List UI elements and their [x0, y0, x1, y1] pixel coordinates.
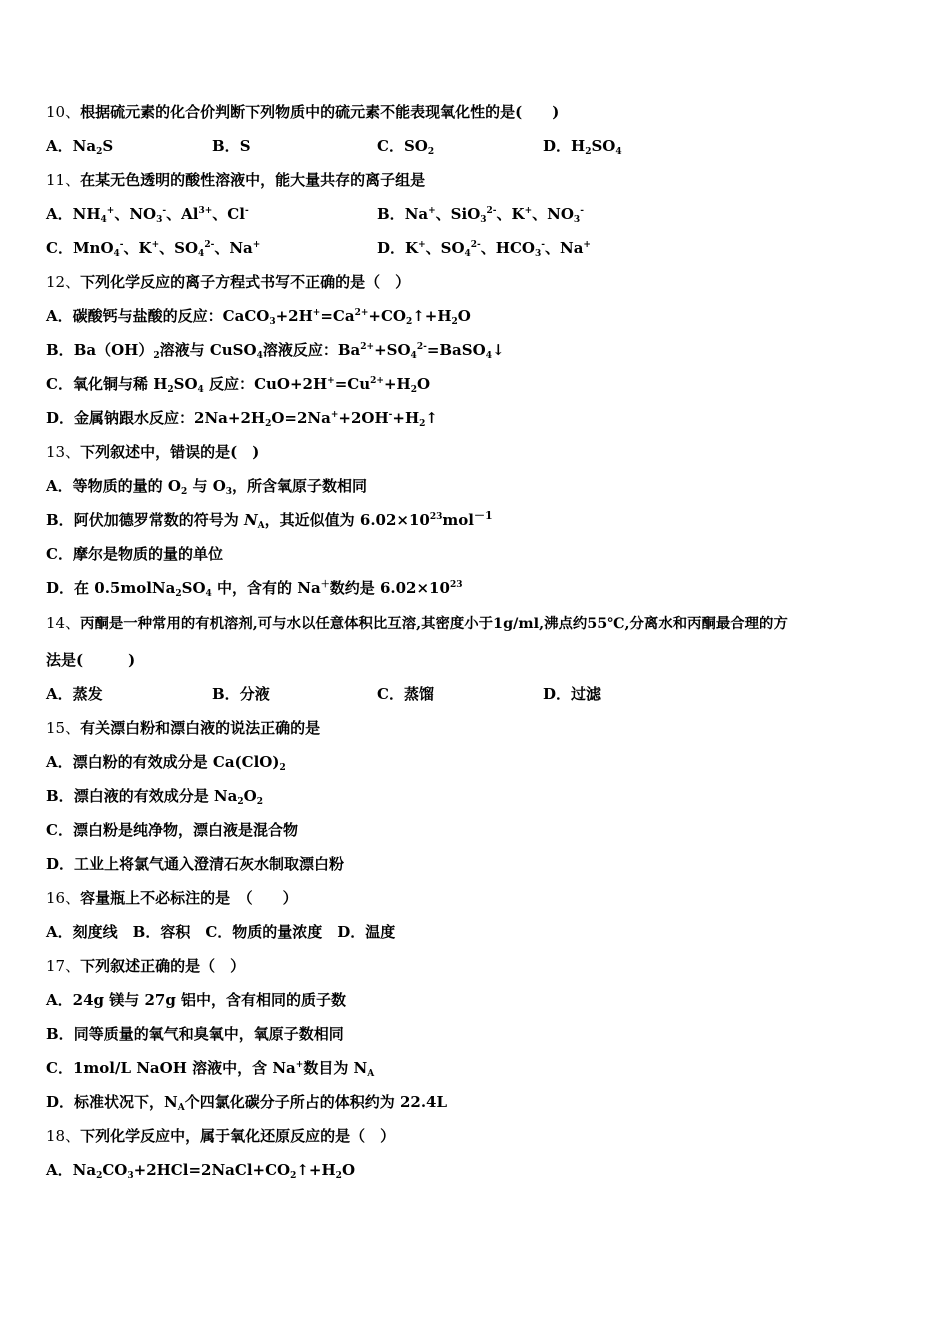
option-a: A．碳酸钙与盐酸的反应：$CaCO_3+2H^+=Ca^{2+}+CO_2↑+H_2O$ — [46, 307, 471, 327]
option-c: C．摩尔是物质的量的单位 — [46, 545, 223, 563]
question-number: 10、 — [46, 103, 81, 121]
question-15 — [46, 718, 320, 738]
option-c: C．蒸馏 — [377, 685, 434, 703]
option-d: D．K+、$SO_4^{2-}$、$HCO_3^-$、Na+ — [377, 239, 591, 259]
question-stem: 容量瓶上不必标注的是 （ ） — [80, 889, 298, 907]
option-a: A．等物质的量的 $O_2$ 与 $O_3$，所含氧原子数相同 — [46, 477, 368, 497]
option-b: B．分液 — [212, 685, 270, 703]
question-18 — [46, 1126, 395, 1146]
option-d: D．过滤 — [543, 685, 602, 703]
option-d: D．在 $0.5molNa_2SO_4$ 中，含有的 Na＋数约是 $6.02\times 10^{23}$ — [46, 579, 463, 599]
question-number: 14、 — [46, 614, 81, 632]
option-c: C．漂白粉是纯净物，漂白液是混合物 — [46, 821, 298, 839]
question-14 — [46, 613, 788, 634]
question-13 — [46, 442, 259, 462]
question-14-continued — [46, 650, 135, 670]
question-stem: 下列化学反应的离子方程式书写不正确的是（ ） — [80, 273, 411, 291]
question-10 — [46, 102, 559, 122]
option-a: A．24g 镁与 27g 铝中，含有相同的质子数 — [46, 991, 347, 1009]
option-b: B．阿伏加德罗常数的符号为 $N_A$，其近似值为 $6.02\times 10^{23}mol^{-1}$ — [46, 509, 493, 531]
option-d: D．标准状况下，$N_A$个四氯化碳分子所占的体积约为 22.4L — [46, 1093, 448, 1113]
question-stem: 下列叙述正确的是（ ） — [80, 957, 246, 975]
question-stem: 法是( ) — [46, 651, 136, 669]
option-a: A．$NH_4^+$、$NO_3^-$、$Al^{3+}$、Cl- — [46, 205, 249, 225]
question-stem: 下列化学反应中，属于氧化还原反应的是（ ） — [80, 1127, 396, 1145]
option-b: B．Na+、SiO$_3^{2-}$、K+、$NO_3^-$ — [377, 205, 584, 225]
question-stem: 下列叙述中，错误的是( ) — [80, 443, 260, 461]
question-number: 18、 — [46, 1127, 81, 1145]
option-d: D．工业上将氯气通入澄清石灰水制取漂白粉 — [46, 855, 345, 873]
option-d: D．$H_2SO_4$ — [543, 137, 622, 157]
option-b: B．漂白液的有效成分是 $Na_2O_2$ — [46, 787, 263, 807]
question-number: 12、 — [46, 273, 81, 291]
option-b: B．$Ba(OH)_2$溶液与 CuSO$_4$溶液反应：$Ba^{2+}+SO_4^{2-}=BaSO_4↓$ — [46, 341, 505, 361]
option-c: C．1mol/L NaOH 溶液中，含 Na+数目为 $N_A$ — [46, 1059, 375, 1079]
question-stem: 根据硫元素的化合价判断下列物质中的硫元素不能表现氧化性的是( ) — [80, 103, 560, 121]
question-number: 11、 — [46, 171, 81, 189]
question-12 — [46, 272, 410, 292]
question-stem: 丙酮是一种常用的有机溶剂,可与水以任意体积比互溶,其密度小于1g/ml,沸点约55℃,分离水和丙酮最合理的方 — [80, 615, 788, 632]
option-d: D．金属钠跟水反应：$2Na+2H_2O=2Na^++2OH^-+H_2↑$ — [46, 409, 438, 429]
option-c: C．$SO_2$ — [377, 137, 435, 157]
question-number: 16、 — [46, 889, 81, 907]
question-16 — [46, 888, 298, 908]
question-number: 13、 — [46, 443, 81, 461]
option-c: C．MnO$_4$-、K+、$SO_4^{2-}$、Na+ — [46, 239, 261, 259]
option-a: A．漂白粉的有效成分是 $Ca(ClO)_2$ — [46, 753, 286, 773]
options-line: A．刻度线 B．容积 C．物质的量浓度 D．温度 — [46, 923, 396, 941]
option-b: B．S — [212, 137, 251, 155]
question-stem: 在某无色透明的酸性溶液中，能大量共存的离子组是 — [80, 171, 426, 189]
question-17 — [46, 956, 245, 976]
question-stem: 有关漂白粉和漂白液的说法正确的是 — [80, 719, 321, 737]
option-a: A．蒸发 — [46, 685, 103, 703]
question-number: 17、 — [46, 957, 81, 975]
option-a: A．$Na_2CO_3+2HCl=2NaCl+CO_2↑+H_2O$ — [46, 1161, 356, 1181]
option-c: C．氧化铜与稀 $H_2SO_4$ 反应：$CuO+2H^+=Cu^{2+}+H_2O$ — [46, 375, 431, 395]
option-a: A．$Na_2S$ — [46, 137, 114, 157]
question-number: 15、 — [46, 719, 81, 737]
option-b: B．同等质量的氧气和臭氧中，氧原子数相同 — [46, 1025, 344, 1043]
question-11 — [46, 170, 425, 190]
